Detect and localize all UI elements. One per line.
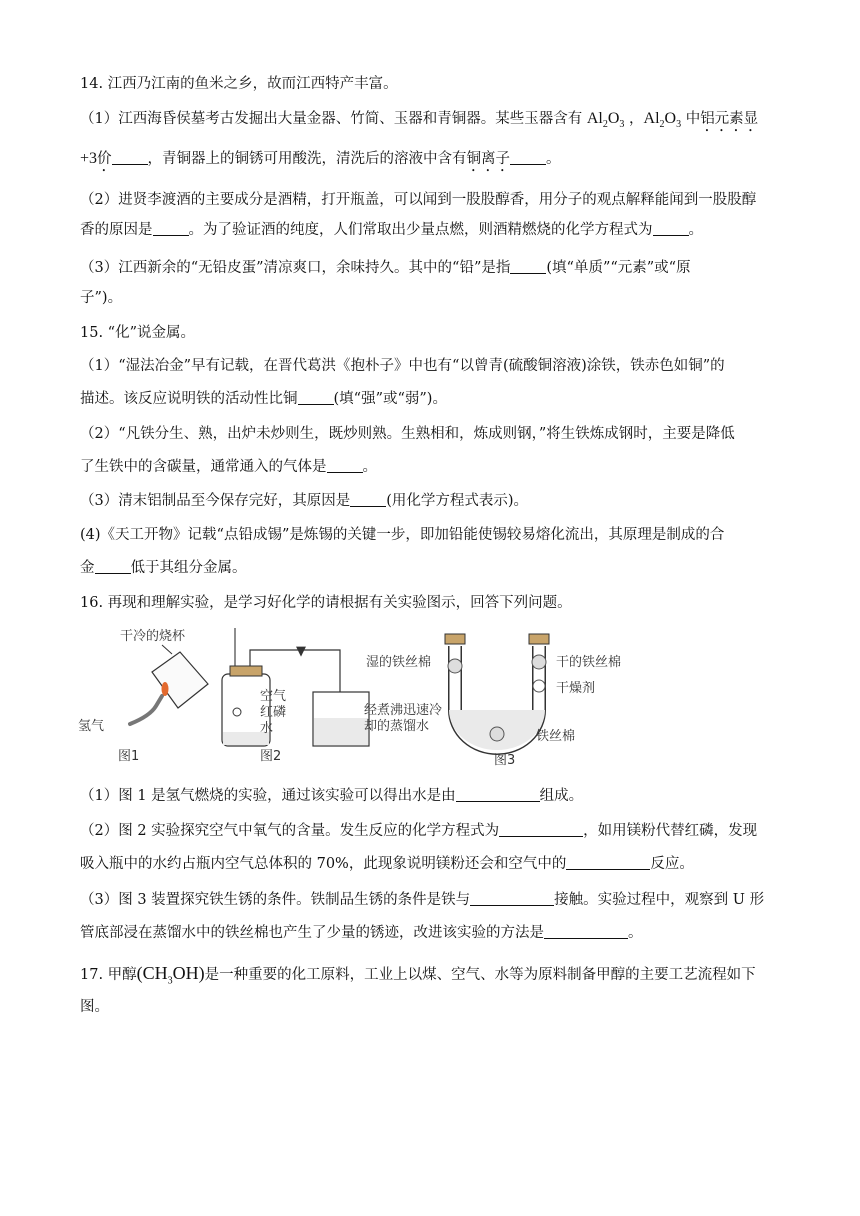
dry-wool-icon <box>532 655 546 669</box>
answer-blank[interactable] <box>470 889 554 906</box>
figure-3 <box>364 634 621 768</box>
q14-part1-line1: （1）江西海昏侯墓考古发掘出大量金器、竹简、玉器和青铜器。某些玉器含有 $Al_2O_3$ ，$Al_2O_3$ 中铝元素显 <box>80 110 759 131</box>
svg-text:▼: ▼ <box>296 644 306 659</box>
answer-blank[interactable] <box>566 853 650 870</box>
experiment-figures <box>70 622 690 772</box>
q14-stem: 14. 江西乃江南的鱼米之乡，故而江西特产丰富。 <box>80 76 398 92</box>
f3-water-label-2: 却的蒸馏水 <box>364 719 430 734</box>
answer-blank[interactable] <box>544 922 628 939</box>
answer-blank[interactable] <box>653 219 689 236</box>
gas-tube-icon <box>130 696 162 724</box>
answer-blank[interactable] <box>456 785 540 802</box>
q15-part3: （3）清末铝制品至今保存完好，其原因是 (用化学方程式表示)。 <box>80 490 528 512</box>
f3-wet-label: 湿的铁丝棉 <box>366 655 432 670</box>
stopper-icon <box>230 666 262 676</box>
q16-part2-line2: 吸入瓶中的水约占瓶内空气总体积的 70%，此现象说明镁粉还会和空气中的 反应。 <box>80 853 694 875</box>
formula-methanol: $(CH_3OH)$ <box>136 963 205 987</box>
q16-part1: （1）图 1 是氢气燃烧的实验，通过该实验可以得出水是由 组成。 <box>80 785 583 807</box>
q15-part1-line2: 描述。该反应说明铁的活动性比铜 (填“强”或“弱”)。 <box>80 388 447 410</box>
f1-gas-label: 氢气 <box>78 719 105 734</box>
q15-part4-line1: (4)《天工开物》记载“点铅成锡”是炼锡的关键一步，即加铅能使锡较易熔化流出，其原理是制成的合 <box>80 527 725 543</box>
f2-caption: 图2 <box>260 749 282 764</box>
f1-beaker-label: 干冷的烧杯 <box>120 629 186 644</box>
f2-air-label: 空气 <box>260 689 287 704</box>
desiccant-icon <box>533 680 545 692</box>
figure-2 <box>222 628 369 764</box>
figure-1 <box>78 628 208 764</box>
q15-part2-line1: （2）“凡铁分生、熟，出炉未炒则生，既炒则熟。生熟相和，炼成则钢，”将生铁炼成钢时，主要是降低 <box>80 426 735 442</box>
q15-part2-line2: 了生铁中的含碳量，通常通入的气体是 。 <box>80 456 377 478</box>
f3-dry-label: 干的铁丝棉 <box>556 655 622 670</box>
f3-wool-label: 铁丝棉 <box>536 729 576 744</box>
wet-wool-icon <box>448 659 462 673</box>
answer-blank[interactable] <box>298 388 334 405</box>
f2-water-label: 水 <box>260 721 274 736</box>
formula-al2o3: $Al_2O_3$ <box>586 110 625 131</box>
q16-part3-line2: 管底部浸在蒸馏水中的铁丝棉也产生了少量的锈迹，改进该实验的方法是 。 <box>80 922 643 944</box>
f3-desiccant-label: 干燥剂 <box>556 681 596 696</box>
f2-p-label: 红磷 <box>260 705 287 720</box>
wool-bottom-icon <box>490 727 504 741</box>
answer-blank[interactable] <box>499 820 583 837</box>
flame-icon <box>162 682 169 696</box>
q17-stem-line1: 17. 甲醇$(CH_3OH)$是一种重要的化工原料，工业上以煤、空气、水等为原料制备甲醇的主要工艺流程如下 <box>80 963 756 987</box>
q16-part3-line1: （3）图 3 装置探究铁生锈的条件。铁制品生锈的条件是铁与 接触。实验过程中，观察到 U 形 <box>80 889 764 911</box>
stopper-right-icon <box>529 634 549 644</box>
f1-caption: 图1 <box>118 749 140 764</box>
q15-part1-line1: （1）“湿法冶金”早有记载，在晋代葛洪《抱朴子》中也有“以曾青(硫酸铜溶液)涂铁，铁赤色如铜”的 <box>80 358 725 374</box>
answer-blank[interactable] <box>95 557 131 574</box>
q14-part2-line2: 香的原因是 。为了验证酒的纯度，人们常取出少量点燃，则酒精燃烧的化学方程式为 。 <box>80 219 703 241</box>
answer-blank[interactable] <box>327 456 363 473</box>
phosphorus-spoon-icon <box>233 708 241 716</box>
q14-part3-line1: （3）江西新余的“无铅皮蛋”清凉爽口，余味持久。其中的“铅”是指 (填“单质”“元素”或“原 <box>80 257 691 279</box>
q16-stem: 16. 再现和理解实验，是学习好化学的请根据有关实验图示，回答下列问题。 <box>80 595 572 611</box>
q15-part4-line2: 金 低于其组分金属。 <box>80 557 247 579</box>
answer-blank[interactable] <box>112 148 148 165</box>
f3-water-label-1: 经煮沸迅速冷 <box>364 703 443 718</box>
formula-al2o3-2: $Al_2O_3$ <box>643 110 682 131</box>
q16-part2-line1: （2）图 2 实验探究空气中氧气的含量。发生反应的化学方程式为 ，如用镁粉代替红磷，发现 <box>80 820 757 842</box>
answer-blank[interactable] <box>153 219 189 236</box>
q17-stem-line2: 图。 <box>80 999 109 1015</box>
answer-blank[interactable] <box>510 148 546 165</box>
q14-part2-line1: （2）进贤李渡酒的主要成分是酒精，打开瓶盖，可以闻到一股股醇香，用分子的观点解释能闻到一股股醇 <box>80 192 757 208</box>
answer-blank[interactable] <box>510 257 546 274</box>
answer-blank[interactable] <box>350 490 386 507</box>
stopper-left-icon <box>445 634 465 644</box>
q14-part1-line2: +3价 ，青铜器上的铜锈可用酸洗，清洗后的溶液中含有铜离子 。 <box>80 150 561 167</box>
q14-part3-line2: 子”)。 <box>80 290 123 306</box>
f3-caption: 图3 <box>494 753 516 768</box>
q15-stem: 15. “化”说金属。 <box>80 325 195 341</box>
